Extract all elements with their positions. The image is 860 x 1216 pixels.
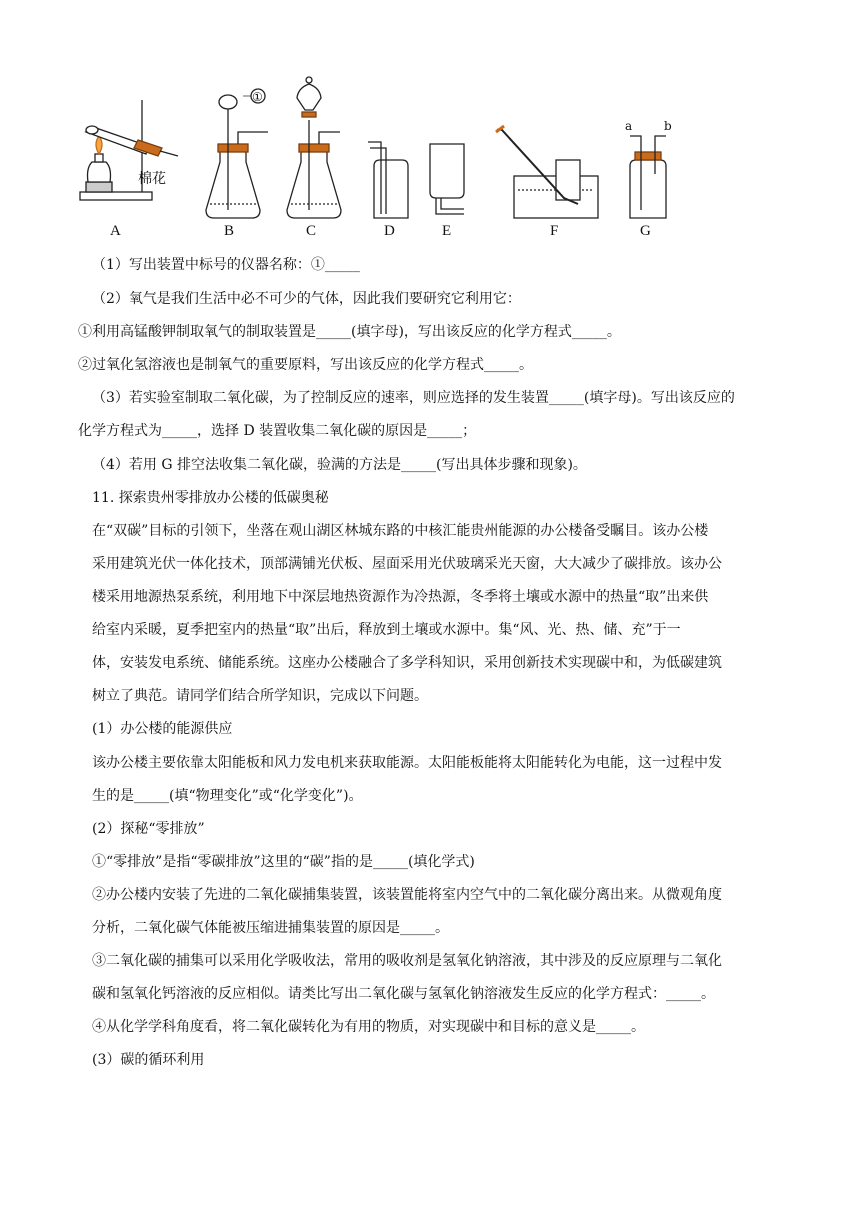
passage-line: 给室内采暖，夏季把室内的热量“取”出后，释放到土壤或水源中。集“风、光、热、储、充”于一 (92, 622, 681, 638)
passage-line: 体，安装发电系统、储能系统。这座办公楼融合了多学科知识，采用创新技术实现碳中和，为低碳建筑 (92, 655, 722, 671)
apparatus-figure (78, 70, 698, 240)
passage-line: 树立了典范。请同学们结合所学知识，完成以下问题。 (92, 688, 428, 704)
q-line: （1）写出装置中标号的仪器名称：①_____ (92, 257, 360, 273)
q-line: （4）若用 G 排空法收集二氧化碳，验满的方法是_____(写出具体步骤和现象)。 (92, 457, 587, 473)
marker-1: ① (252, 90, 263, 104)
label-a: A (110, 223, 121, 239)
cotton-label: 棉花 (138, 171, 166, 187)
q-line: （3）若实验室制取二氧化碳，为了控制反应的速率，则应选择的发生装置_____(填字母)。写出该反应的 (92, 390, 735, 406)
label-d: D (384, 223, 395, 239)
label-f: F (550, 223, 559, 239)
label-g: G (640, 223, 651, 239)
passage-line: 在“双碳”目标的引领下，坐落在观山湖区林城东路的中核汇能贵州能源的办公楼备受瞩目。该办公楼 (92, 523, 709, 539)
apparatus-b (206, 89, 268, 218)
apparatus-d (368, 142, 408, 218)
q-line: 分析，二氧化碳气体能被压缩进捕集装置的原因是_____。 (92, 920, 449, 936)
q-line: ③二氧化碳的捕集可以采用化学吸收法，常用的吸收剂是氢氧化钠溶液，其中涉及的反应原理与二氧化 (92, 953, 722, 969)
port-b-label: b (664, 119, 672, 133)
q-line: 化学方程式为_____，选择 D 装置收集二氧化碳的原因是_____； (78, 423, 477, 439)
q-line: （2）氧气是我们生活中必不可少的气体，因此我们要研究它利用它： (92, 291, 521, 307)
q-line: ②过氧化氢溶液也是制氧气的重要原料，写出该反应的化学方程式_____。 (78, 357, 533, 373)
q-line: 生的是_____(填“物理变化”或“化学变化”)。 (92, 788, 363, 804)
q-line: 该办公楼主要依靠太阳能板和风力发电机来获取能源。太阳能板能将太阳能转化为电能，这一过程中发 (92, 755, 722, 771)
apparatus-e (430, 144, 464, 214)
q-line: 碳和氢氧化钙溶液的反应相似。请类比写出二氧化碳与氢氧化钠溶液发生反应的化学方程式：_____。 (92, 986, 715, 1002)
question-11-title: 11. 探索贵州零排放办公楼的低碳奥秘 (92, 490, 329, 506)
port-a-label: a (625, 119, 633, 133)
passage-line: 采用建筑光伏一体化技术，顶部满铺光伏板、屋面采用光伏玻璃采光天窗，大大减少了碳排放。该办公 (92, 556, 722, 572)
q-line: ①“零排放”是指“零碳排放”这里的“碳”指的是_____(填化学式) (92, 854, 475, 870)
q-line: ①利用高锰酸钾制取氧气的制取装置是_____(填字母)，写出该反应的化学方程式_____。 (78, 324, 621, 340)
subheading: (1）办公楼的能源供应 (92, 721, 233, 737)
apparatus-c (287, 77, 341, 218)
subheading: (3）碳的循环利用 (92, 1052, 205, 1068)
label-b: B (224, 223, 235, 239)
q-line: ②办公楼内安装了先进的二氧化碳捕集装置，该装置能将室内空气中的二氧化碳分离出来。从微观角度 (92, 887, 722, 903)
label-e: E (442, 223, 452, 239)
passage-line: 楼采用地源热泵系统，利用地下中深层地热资源作为冷热源，冬季将土壤或水源中的热量“取”出来供 (92, 589, 709, 605)
q-line: ④从化学学科角度看，将二氧化碳转化为有用的物质，对实现碳中和目标的意义是_____。 (92, 1019, 645, 1035)
label-c: C (306, 223, 317, 239)
subheading: (2）探秘“零排放” (92, 821, 205, 837)
apparatus-g (630, 136, 666, 218)
apparatus-f (496, 126, 598, 218)
